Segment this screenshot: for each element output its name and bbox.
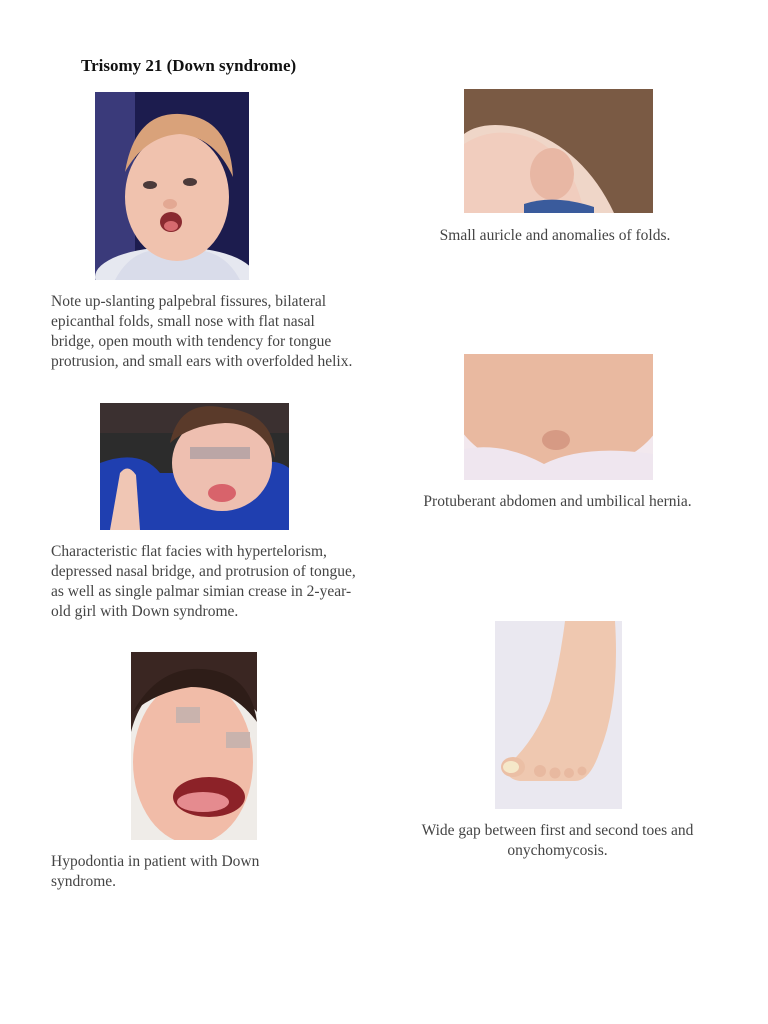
infant-face-photo: [95, 92, 249, 280]
caption-3: Hypodontia in patient with Down syndrome.: [51, 853, 260, 890]
caption-2: Characteristic flat facies with hypertelorism, depressed nasal bridge, and protrusion of tongue, as well as single palmar simian crease in 2-year-old girl with Down syndrome.: [51, 543, 356, 620]
toddler-face-photo: [100, 403, 289, 530]
caption-5: Protuberant abdomen and umbilical hernia.: [423, 493, 692, 510]
ear-photo: [464, 89, 653, 213]
caption-1: Note up-slanting palpebral fissures, bilateral epicanthal folds, small nose with flat nasal bridge, open mouth with tendency for tongue protrusion, and small ears with overfolded helix.: [51, 293, 353, 370]
abdomen-photo: [464, 354, 653, 480]
crying-child-photo: [131, 652, 257, 840]
foot-photo: [495, 621, 622, 809]
page-title: Trisomy 21 (Down syndrome): [81, 56, 297, 75]
caption-6: Wide gap between first and second toes and onychomycosis.: [421, 822, 694, 859]
caption-4: Small auricle and anomalies of folds.: [439, 227, 671, 244]
